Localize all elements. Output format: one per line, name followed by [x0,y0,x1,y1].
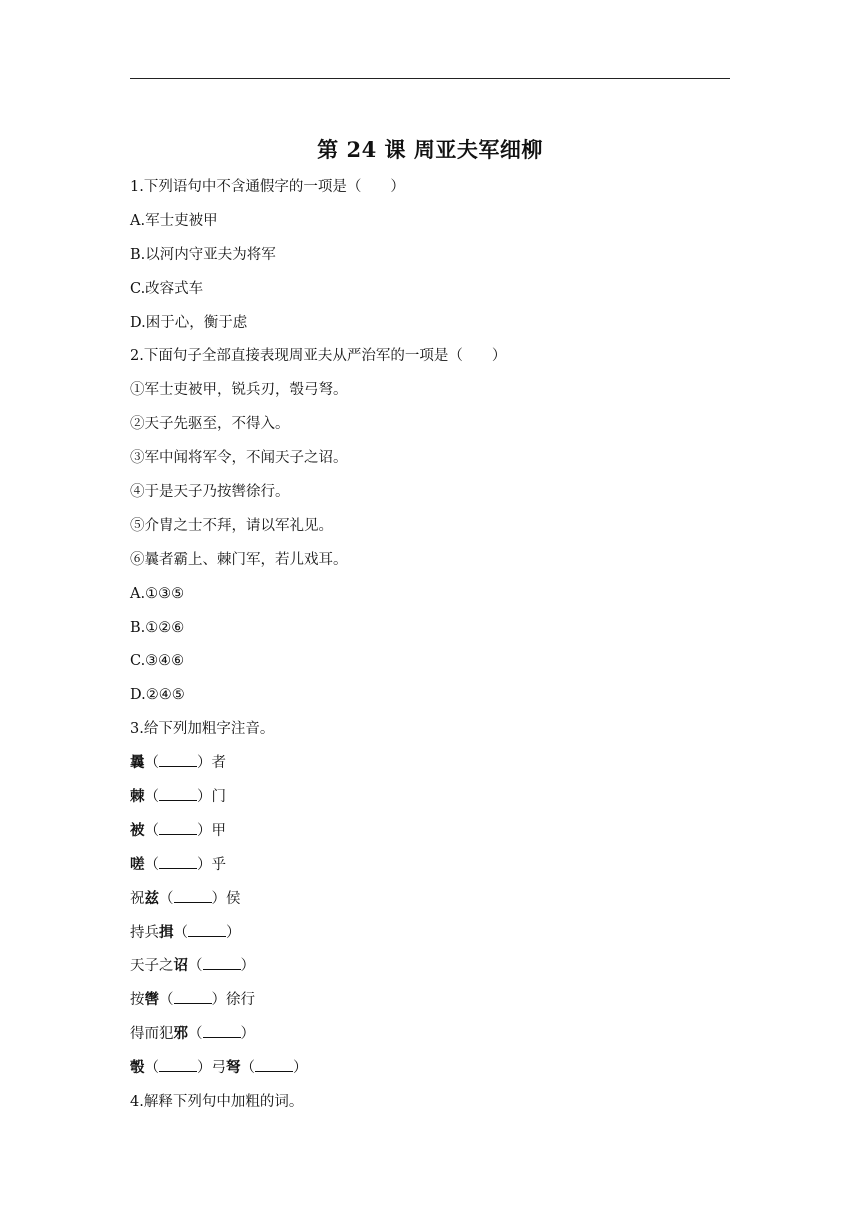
bold-char: 揖 [159,923,174,941]
prefix-text: 天子之 [130,958,174,975]
pinyin-row [130,1023,730,1057]
paren-close: ） [240,958,255,975]
pinyin-row [130,989,730,1023]
q2-item-6: ⑥曩者霸上、棘门军，若儿戏耳。 [130,551,348,568]
paren-close: ）侯 [211,890,241,907]
pinyin-row [130,1057,730,1091]
answer-blank[interactable] [159,753,197,767]
q1-option-a: A.军士吏被甲 [130,212,218,229]
answer-blank[interactable] [159,855,197,869]
page-title: 第 24 课 周亚夫军细柳 [317,137,543,162]
paren-open: （ [144,856,159,873]
paren-close: ）徐行 [211,992,255,1009]
prefix-text: 祝 [130,890,145,907]
header-rule [130,78,730,79]
answer-blank[interactable] [174,990,212,1004]
pinyin-row [130,820,730,854]
pinyin-row [130,955,730,989]
prefix-text: 得而犯 [130,1026,174,1043]
bold-char: 邪 [173,1025,188,1043]
bold-char: 辔 [144,991,159,1009]
answer-blank[interactable] [255,1058,293,1072]
answer-blank[interactable] [188,923,226,937]
bold-char: 弩 [226,1059,241,1077]
q2-option-d: D.②④⑤ [130,687,185,704]
q2-item-1: ①军士吏被甲，锐兵刃，彀弓弩。 [130,382,348,399]
q2-option-a: A.①③⑤ [130,585,185,602]
bold-char: 诏 [173,957,188,975]
prefix-text: 按 [130,992,145,1009]
answer-blank[interactable] [174,889,212,903]
paren-close: ）甲 [197,822,226,839]
pinyin-row [130,888,730,922]
middle-text: ）弓 [197,1060,226,1077]
paren-close: ）门 [197,789,226,806]
paren-open: （ [159,992,174,1009]
pinyin-row [130,752,730,786]
bold-char: 兹 [144,889,159,907]
answer-blank[interactable] [159,1058,197,1072]
q2-item-5: ⑤介胄之士不拜，请以军礼见。 [130,517,333,534]
question-3-stem: 3.给下列加粗字注音。 [130,721,275,738]
bold-char: 棘 [130,788,145,806]
paren-close: ） [293,1060,308,1077]
question-4-stem: 4.解释下列句中加粗的词。 [130,1094,304,1111]
document-body [130,176,730,1125]
bold-char: 曩 [130,754,145,772]
pinyin-row [130,854,730,888]
paren-close: ）乎 [197,856,226,873]
bold-char: 嗟 [130,855,145,873]
paren-close: ）者 [197,755,226,772]
paren-open: （ [188,958,203,975]
paren-open: （ [144,755,159,772]
paren-open: （ [173,924,188,941]
paren-open: （ [144,1060,159,1077]
answer-blank[interactable] [203,1024,241,1038]
q1-option-c: C.改容式车 [130,280,204,297]
paren-open: （ [188,1026,203,1043]
paren-close: ） [240,1026,255,1043]
q1-option-d: D.困于心，衡于虑 [130,314,248,331]
q2-option-c: C.③④⑥ [130,653,185,670]
q2-item-3: ③军中闻将军令，不闻天子之诏。 [130,450,348,467]
paren-open: （ [144,822,159,839]
q2-item-2: ②天子先驱至，不得入。 [130,416,290,433]
q2-item-4: ④于是天子乃按辔徐行。 [130,484,290,501]
paren-open: （ [159,890,174,907]
q2-option-b: B.①②⑥ [130,619,185,636]
answer-blank[interactable] [159,787,197,801]
paren-close: ） [226,924,241,941]
bold-char: 彀 [130,1059,145,1077]
q1-option-b: B.以河内守亚夫为将军 [130,246,276,263]
prefix-text: 持兵 [130,924,159,941]
question-1-stem: 1.下列语句中不含通假字的一项是（ ） [130,179,405,195]
paren-open: （ [144,789,159,806]
pinyin-row [130,786,730,820]
question-2-stem: 2.下面句子全部直接表现周亚夫从严治军的一项是（ ） [130,348,507,365]
answer-blank[interactable] [203,956,241,970]
bold-char: 被 [130,821,145,839]
answer-blank[interactable] [159,821,197,835]
pinyin-row [130,922,730,956]
paren-open: （ [240,1060,255,1077]
